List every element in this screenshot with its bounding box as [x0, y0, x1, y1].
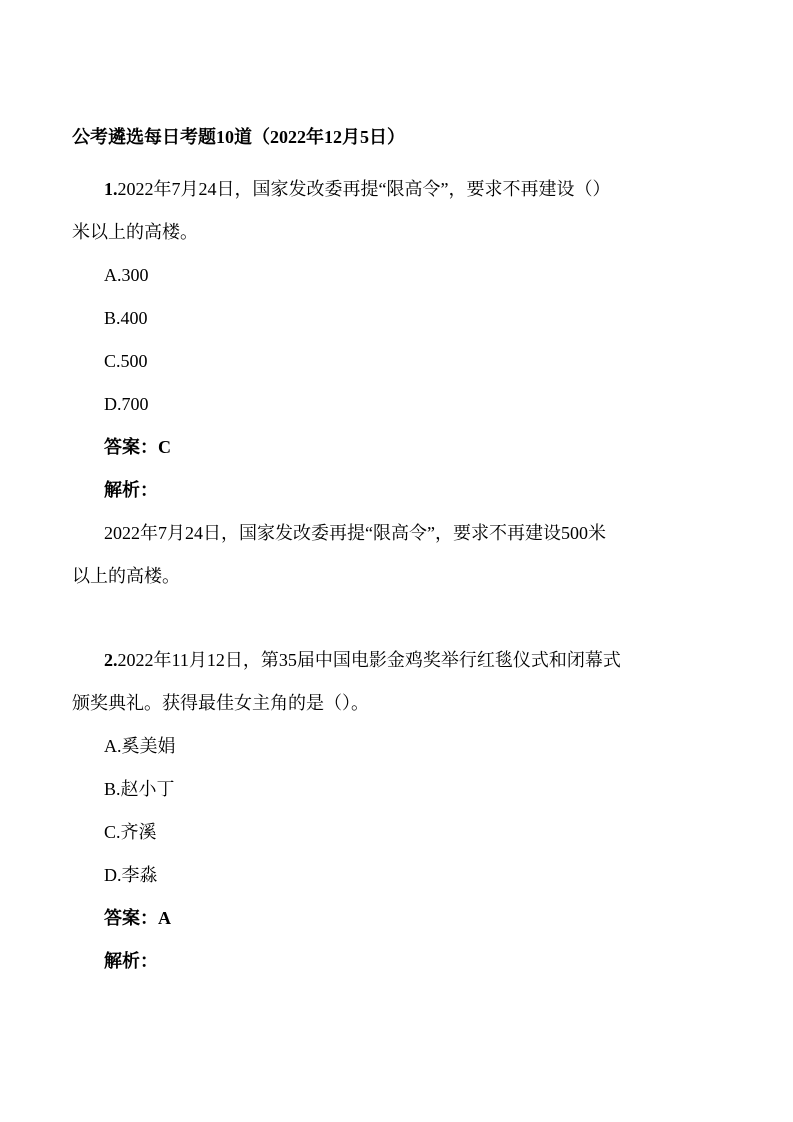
question-2-option-c: C.齐溪 — [104, 822, 157, 842]
question-2-number: 2. — [104, 650, 118, 670]
question-1-analysis-line2: 以上的高楼。 — [72, 566, 180, 586]
question-1-analysis-label: 解析： — [104, 480, 158, 500]
question-2-option-b: B.赵小丁 — [104, 779, 175, 799]
question-1-analysis-line1: 2022年7月24日，国家发改委再提“限高令”，要求不再建设500米 — [104, 523, 606, 543]
question-2-option-d: D.李淼 — [104, 865, 158, 885]
question-2-stem-text: 2022年11月12日，第35届中国电影金鸡奖举行红毯仪式和闭幕式 — [117, 650, 621, 670]
question-1-option-d: D.700 — [104, 394, 149, 414]
question-1-answer: 答案：C — [104, 437, 171, 457]
question-2-stem-line1 — [104, 648, 621, 672]
question-1-stem-line2: 米以上的高楼。 — [72, 222, 198, 242]
question-1-option-a: A.300 — [104, 265, 149, 285]
question-2-answer: 答案：A — [104, 908, 171, 928]
question-2-stem-line2: 颁奖典礼。获得最佳女主角的是（）。 — [72, 693, 369, 713]
question-1-stem-line1 — [104, 177, 610, 201]
question-1-stem-text: 2022年7月24日，国家发改委再提“限高令”，要求不再建设（） — [117, 179, 611, 199]
question-2-analysis-label: 解析： — [104, 951, 158, 971]
question-1-option-c: C.500 — [104, 351, 148, 371]
question-2-option-a: A.奚美娟 — [104, 736, 176, 756]
question-1-option-b: B.400 — [104, 308, 148, 328]
question-1-number: 1. — [104, 179, 118, 199]
page-title: 公考遴选每日考题10道（2022年12月5日） — [72, 127, 405, 147]
